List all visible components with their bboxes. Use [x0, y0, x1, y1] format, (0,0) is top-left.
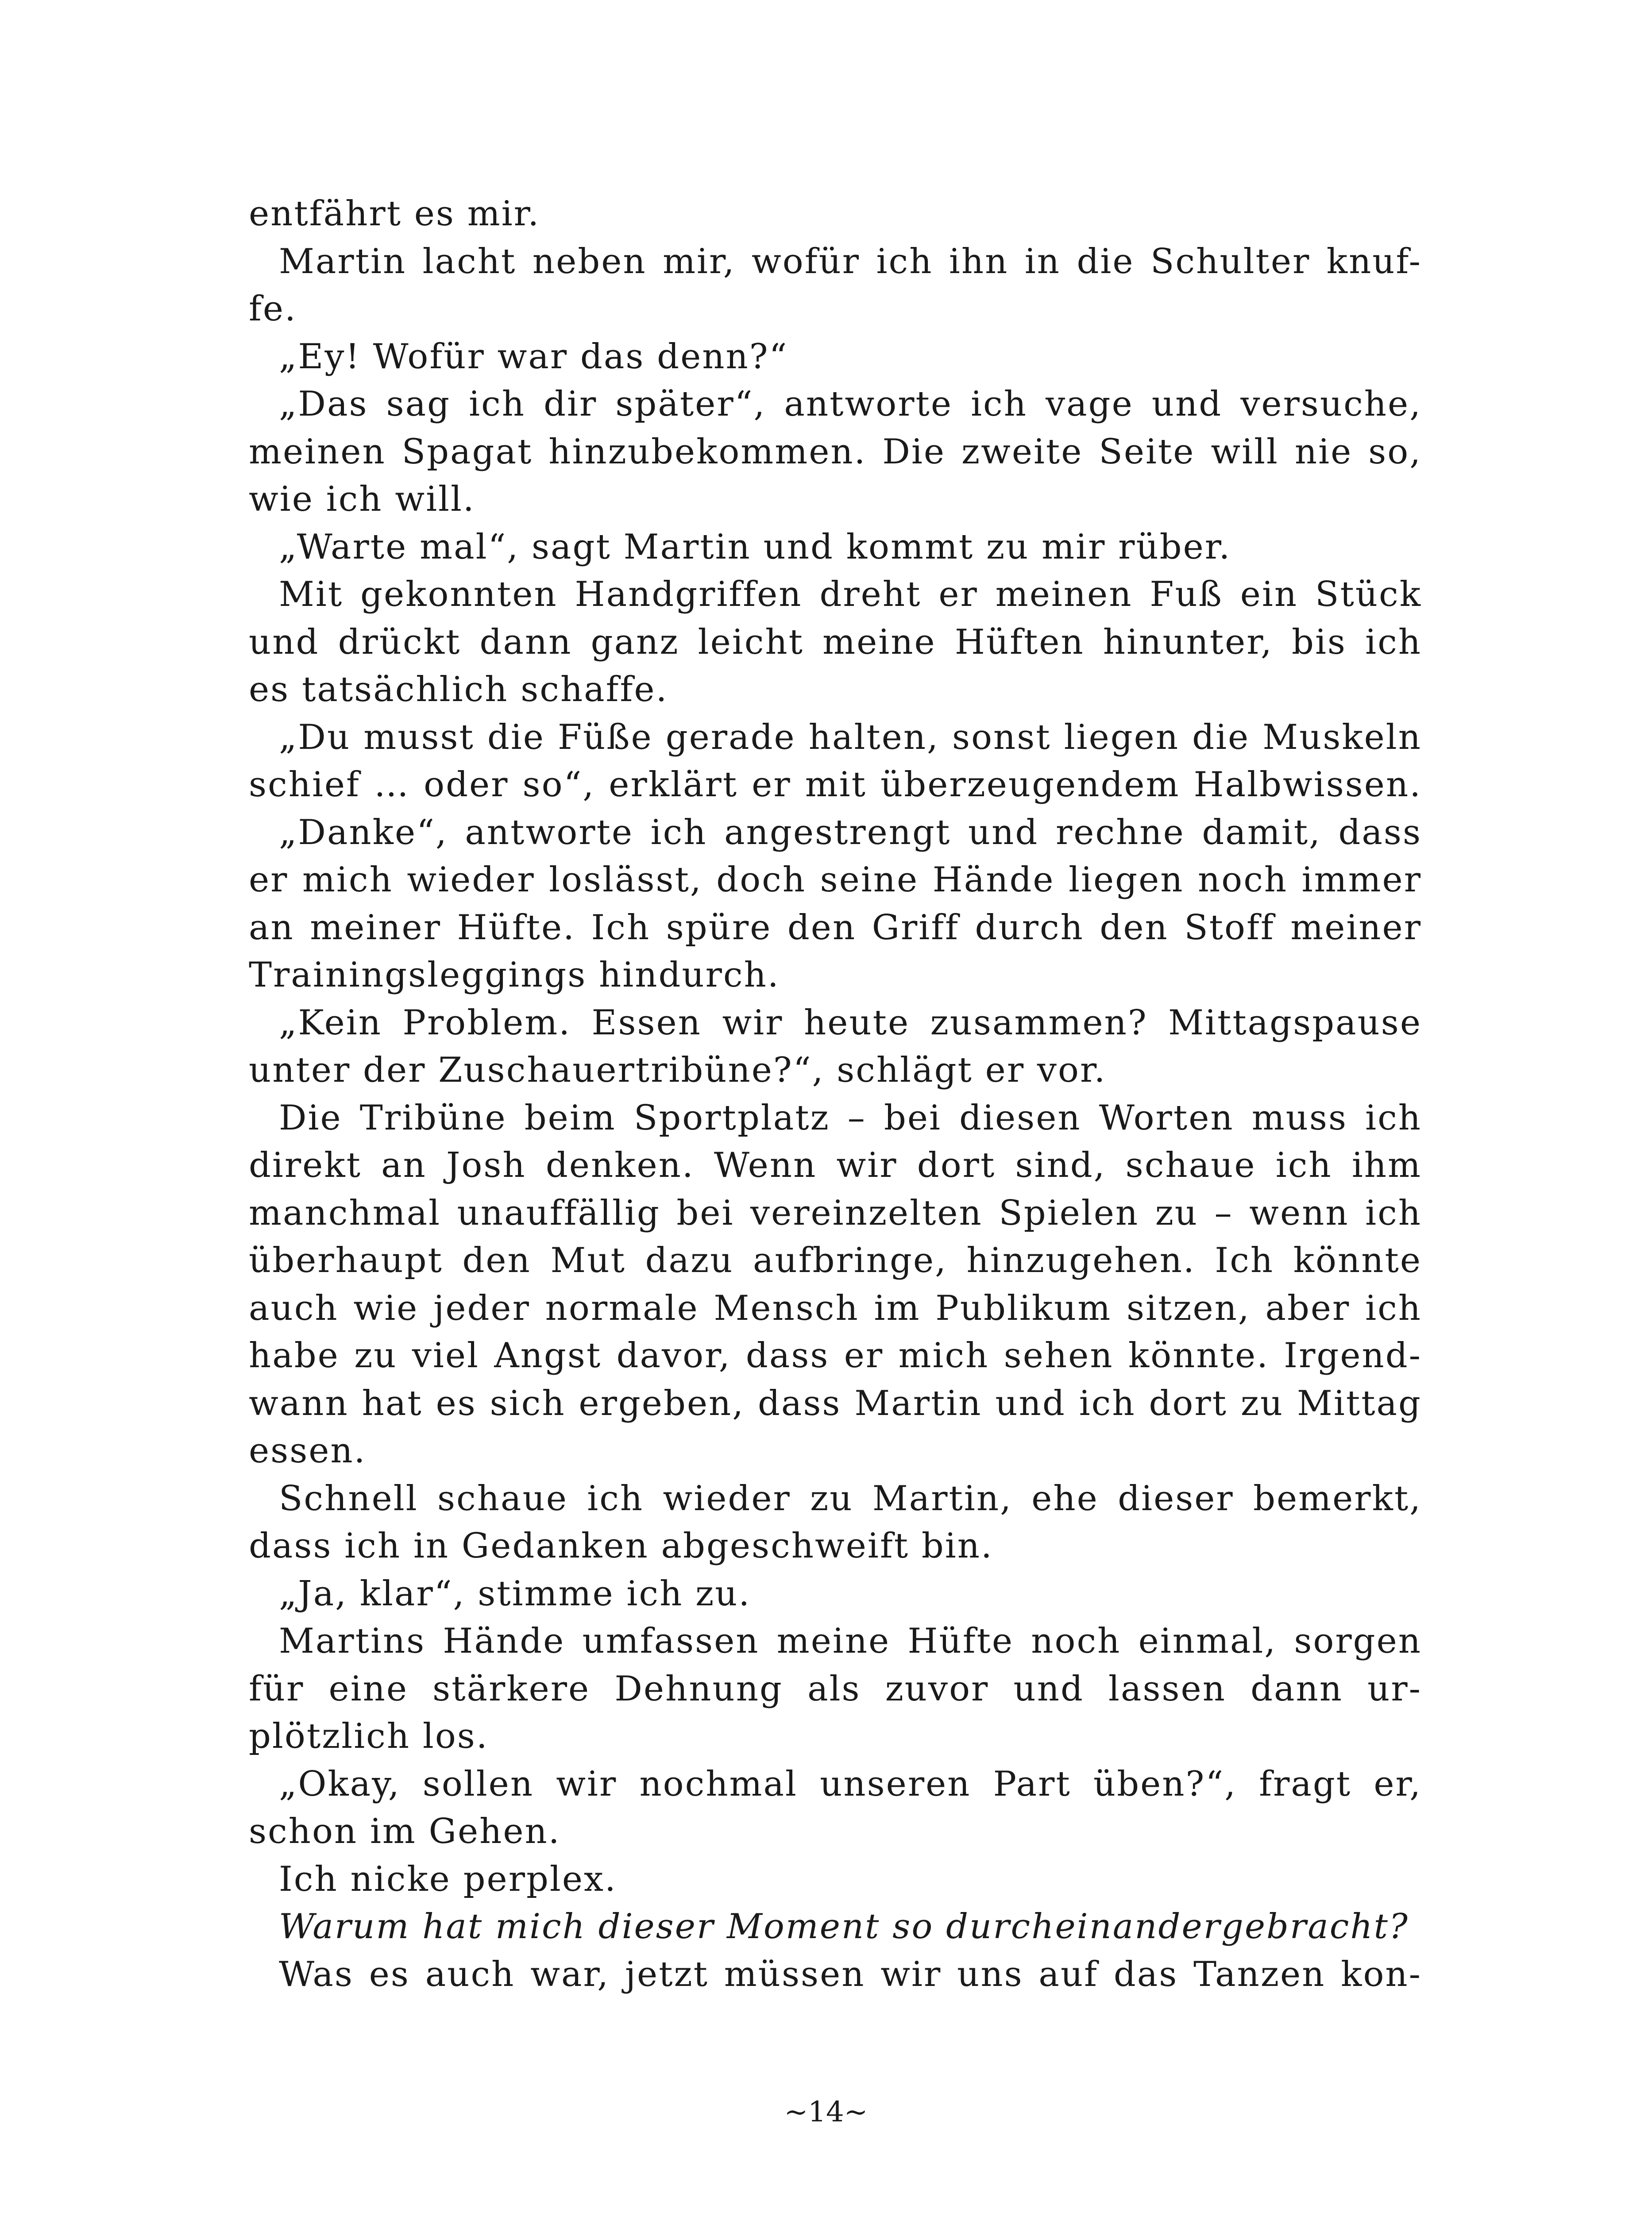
text-line: „Danke“, antworte ich angestrengt und rechne damit, dass	[279, 812, 1422, 852]
text-line: Schnell schaue ich wieder zu Martin, ehe dieser bemerkt,	[279, 1478, 1422, 1519]
text-line: essen.	[249, 1431, 367, 1471]
text-line: an meiner Hüfte. Ich spüre den Griff durch den Stoff meiner	[249, 907, 1422, 948]
text-line: „Kein Problem. Essen wir heute zusammen? Mittagspause	[279, 1002, 1422, 1043]
text-line: manchmal unauffällig bei vereinzelten Spielen zu – wenn ich	[249, 1193, 1422, 1233]
text-line: Die Tribüne beim Sportplatz – bei diesen Worten muss ich	[279, 1098, 1422, 1138]
text-line: direkt an Josh denken. Wenn wir dort sind, schaue ich ihm	[249, 1145, 1422, 1185]
text-line: „Okay, sollen wir nochmal unseren Part üben?“, fragt er,	[279, 1764, 1422, 1804]
text-line: unter der Zuschauertribüne?“, schlägt er vor.	[249, 1050, 1107, 1090]
text-line: „Du musst die Füße gerade halten, sonst liegen die Muskeln	[279, 717, 1422, 757]
text-line: schon im Gehen.	[249, 1812, 561, 1851]
text-line: habe zu viel Angst davor, dass er mich sehen könnte. Irgend-	[249, 1336, 1422, 1376]
text-line: auch wie jeder normale Mensch im Publikum sitzen, aber ich	[249, 1288, 1422, 1328]
text-line: dass ich in Gedanken abgeschweift bin.	[249, 1526, 993, 1566]
text-line: „Das sag ich dir später“, antworte ich vage und versuche,	[279, 384, 1422, 424]
text-line: „Ey! Wofür war das denn?“	[279, 336, 788, 377]
text-line: wie ich will.	[249, 479, 475, 519]
body-text	[249, 190, 1422, 1998]
text-line: er mich wieder loslässt, doch seine Hände liegen noch immer	[249, 860, 1422, 900]
text-line: schief … oder so“, erklärt er mit überzeugendem Halbwissen.	[249, 765, 1422, 805]
text-line: „Ja, klar“, stimme ich zu.	[279, 1573, 751, 1614]
text-line: Ich nicke perplex.	[279, 1859, 617, 1899]
text-line: Martins Hände umfassen meine Hüfte noch einmal, sorgen	[279, 1621, 1422, 1661]
text-line: Mit gekonnten Handgriffen dreht er meinen Fuß ein Stück	[279, 574, 1422, 614]
text-line: entfährt es mir.	[249, 194, 540, 234]
text-line: es tatsächlich schaffe.	[249, 670, 668, 709]
text-line: plötzlich los.	[249, 1716, 489, 1756]
text-line: für eine stärkere Dehnung als zuvor und lassen dann ur-	[249, 1669, 1422, 1709]
text-line: Was es auch war, jetzt müssen wir uns auf das Tanzen kon-	[279, 1954, 1422, 1994]
text-line: und drückt dann ganz leicht meine Hüften hinunter, bis ich	[249, 622, 1422, 662]
text-line: „Warte mal“, sagt Martin und kommt zu mir rüber.	[279, 527, 1231, 567]
text-line: Martin lacht neben mir, wofür ich ihn in die Schulter knuf-	[279, 241, 1422, 281]
page-number: ~14~	[784, 2096, 868, 2128]
text-line: überhaupt den Mut dazu aufbringe, hinzugehen. Ich könnte	[249, 1241, 1422, 1280]
text-line: meinen Spagat hinzubekommen. Die zweite Seite will nie so,	[249, 432, 1422, 472]
text-line: Warum hat mich dieser Moment so durcheinandergebracht?	[279, 1907, 1409, 1947]
text-line: wann hat es sich ergeben, dass Martin und ich dort zu Mittag	[249, 1383, 1422, 1423]
text-line: fe.	[249, 289, 297, 329]
text-line: Trainingsleggings hindurch.	[249, 955, 780, 995]
